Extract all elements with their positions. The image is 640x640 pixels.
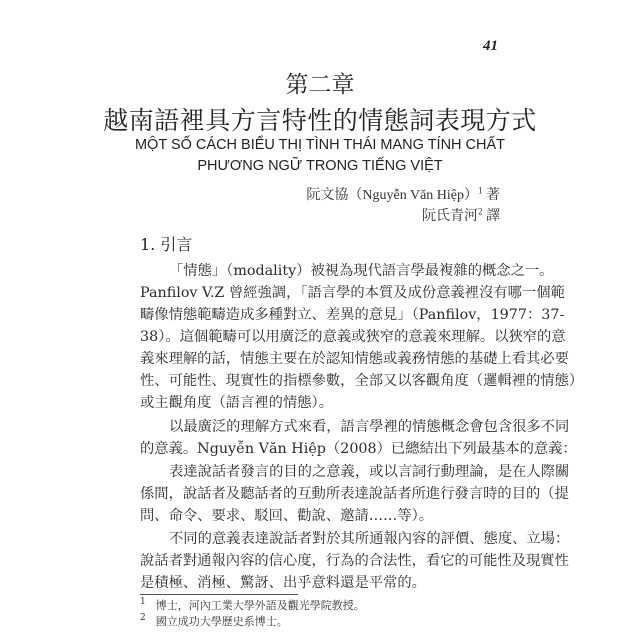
- author-role: 著: [486, 188, 500, 203]
- body-line: 義來理解的話，情態主要在於認知情態或義務情態的基礎上看其必要: [140, 351, 569, 367]
- body-line: 以最廣泛的理解方式來看，語言學裡的情態概念會包含很多不同: [169, 419, 570, 435]
- body-line: 是積極、消極、驚訝、出乎意料還是平常的。: [140, 575, 426, 591]
- body-line: 係間，說話者及聽話者的互動所表達說話者所進行發言時的目的（提: [140, 486, 569, 502]
- page-number: 41: [483, 38, 498, 54]
- vietnamese-title-line-1: MỘT SỐ CÁCH BIỂU THỊ TÌNH THÁI MANG TÍNH CHẤT: [134, 137, 506, 153]
- body-line: 疇像情態範疇造成多種對立、差異的意見」（Panfilov，1977：37-: [140, 307, 565, 323]
- footnote-text: 博士，河內工業大學外語及觀光學院教授。: [155, 599, 365, 612]
- section-heading: 1. 引言: [140, 235, 193, 254]
- translator-role: 譯: [486, 209, 500, 224]
- footnote-2: [140, 613, 288, 629]
- translator-name: 阮氏青河: [422, 209, 478, 224]
- translator-line: [422, 205, 500, 225]
- body-line: Panfilov V.Z 曾經強調，「語言學的本質及成份意義裡沒有哪一個範: [140, 285, 565, 301]
- footnote-mark: 2: [140, 613, 146, 624]
- author-footnote-mark: 1: [478, 185, 483, 196]
- body-line: 的意義。Nguyễn Văn Hiệp（2008）已總結出下列最基本的意義：: [140, 441, 577, 457]
- footnote-mark: 1: [140, 597, 146, 608]
- translator-footnote-mark: 2: [478, 206, 483, 217]
- body-line: 不同的意義表達說話者對於其所通報內容的評價、態度、立場：: [169, 531, 570, 547]
- author-line: [306, 184, 500, 204]
- body-line: 說話者對通報內容的信心度，行為的合法性，看它的可能性及現實性: [140, 553, 569, 569]
- footnote-1: [140, 597, 365, 613]
- body-line: 「情態」（modality）被視為現代語言學最複雜的概念之一。: [169, 263, 554, 279]
- author-name: 阮文協（Nguyễn Văn Hiệp）: [306, 188, 478, 203]
- body-line: 38）。這個範疇可以用廣泛的意義或狹窄的意義來理解。以狹窄的意: [140, 329, 566, 345]
- footnote-text: 國立成功大學歷史系博士。: [155, 615, 288, 628]
- body-line: 或主觀角度（語言裡的情態）。: [140, 395, 334, 411]
- chapter-heading: 第二章: [285, 72, 355, 98]
- chapter-title: 越南語裡具方言特性的情態詞表現方式: [103, 106, 537, 135]
- vietnamese-title-line-2: PHƯƠNG NGỮ TRONG TIẾNG VIỆT: [197, 158, 443, 174]
- body-line: 性、可能性、現實性的指標參數，全部又以客觀角度（邏輯裡的情態）: [140, 373, 584, 389]
- body-line: 問、命令、要求、駁回、勸說、邀請……等）。: [140, 508, 434, 524]
- footnote-divider: [140, 594, 298, 595]
- body-line: 表達說話者發言的目的之意義，或以言詞行動理論，是在人際關: [169, 464, 570, 480]
